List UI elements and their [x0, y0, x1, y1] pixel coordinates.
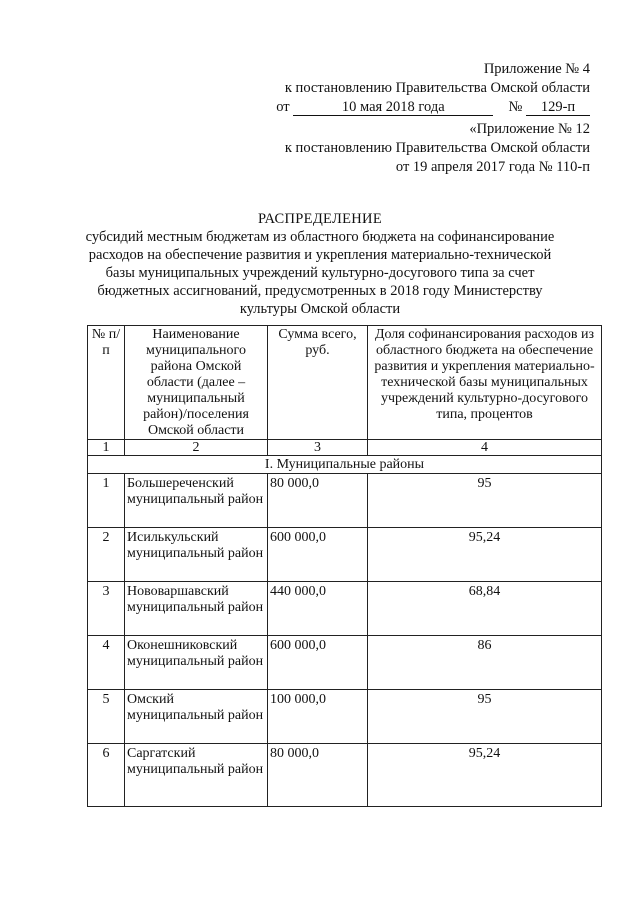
total-sum: 80 000,0 [268, 474, 368, 528]
total-sum: 440 000,0 [268, 582, 368, 636]
district-name: Исилькульский муниципальный район [125, 528, 268, 582]
column-number-row [88, 440, 602, 456]
section-title: I. Муниципальные районы [88, 456, 602, 474]
cofinancing-share: 86 [368, 636, 602, 690]
cofinancing-share: 95,24 [368, 528, 602, 582]
table-row [88, 474, 602, 528]
decree-number: 129-п [526, 100, 590, 116]
distribution-table [87, 325, 602, 807]
document-subtitle: субсидий местным бюджетам из областного бюджета на софинансирование расходов на обеспечение развития и укрепления материально-технической базы муниципальных учреждений культурно-досугового типа за счет бюджетных ассигнований, предусмотренных в 2018 году Министерству культуры Омской области [85, 229, 555, 317]
table-row [88, 690, 602, 744]
document-title: РАСПРЕДЕЛЕНИЕ [258, 211, 382, 227]
row-number: 2 [88, 528, 125, 582]
total-sum: 100 000,0 [268, 690, 368, 744]
row-number: 3 [88, 582, 125, 636]
cofinancing-share: 68,84 [368, 582, 602, 636]
table-row [88, 528, 602, 582]
original-decree-date: от 19 апреля 2017 года № 110-п [395, 159, 590, 175]
number-label: № [508, 99, 523, 115]
column-number: 4 [368, 440, 602, 456]
column-number: 3 [268, 440, 368, 456]
header-cofinancing-share: Доля софинансирования расходов из областного бюджета на обеспечение развития и укрепления материально-технической базы муниципальных учреждений культурно-досугового типа, процентов [368, 326, 602, 440]
row-number: 6 [88, 744, 125, 807]
district-name: Оконешниковский муниципальный район [125, 636, 268, 690]
table-row [88, 636, 602, 690]
row-number: 5 [88, 690, 125, 744]
total-sum: 80 000,0 [268, 744, 368, 807]
appendix-header [276, 60, 590, 117]
total-sum: 600 000,0 [268, 528, 368, 582]
header-total-sum: Сумма всего, руб. [268, 326, 368, 440]
table-header-row [88, 326, 602, 440]
district-name: Большереченский муниципальный район [125, 474, 268, 528]
original-appendix-number: «Приложение № 12 [469, 121, 590, 137]
section-row [88, 456, 602, 474]
decree-date-line [276, 98, 590, 117]
header-number: № п/п [88, 326, 125, 440]
original-decree-reference: к постановлению Правительства Омской области [284, 140, 590, 156]
column-number: 1 [88, 440, 125, 456]
original-appendix-header [285, 120, 590, 177]
row-number: 1 [88, 474, 125, 528]
district-name: Омский муниципальный район [125, 690, 268, 744]
cofinancing-share: 95,24 [368, 744, 602, 807]
cofinancing-share: 95 [368, 474, 602, 528]
district-name: Нововаршавский муниципальный район [125, 582, 268, 636]
cofinancing-share: 95 [368, 690, 602, 744]
from-label: от [276, 99, 290, 115]
table-row [88, 744, 602, 807]
table-row [88, 582, 602, 636]
decree-reference: к постановлению Правительства Омской области [284, 80, 590, 96]
column-number: 2 [125, 440, 268, 456]
district-name: Саргатский муниципальный район [125, 744, 268, 807]
header-district-name: Наименование муниципального района Омской области (далее – муниципальный район)/поселения Омской области [125, 326, 268, 440]
decree-date: 10 мая 2018 года [293, 100, 493, 116]
row-number: 4 [88, 636, 125, 690]
total-sum: 600 000,0 [268, 636, 368, 690]
appendix-number: Приложение № 4 [483, 61, 590, 77]
